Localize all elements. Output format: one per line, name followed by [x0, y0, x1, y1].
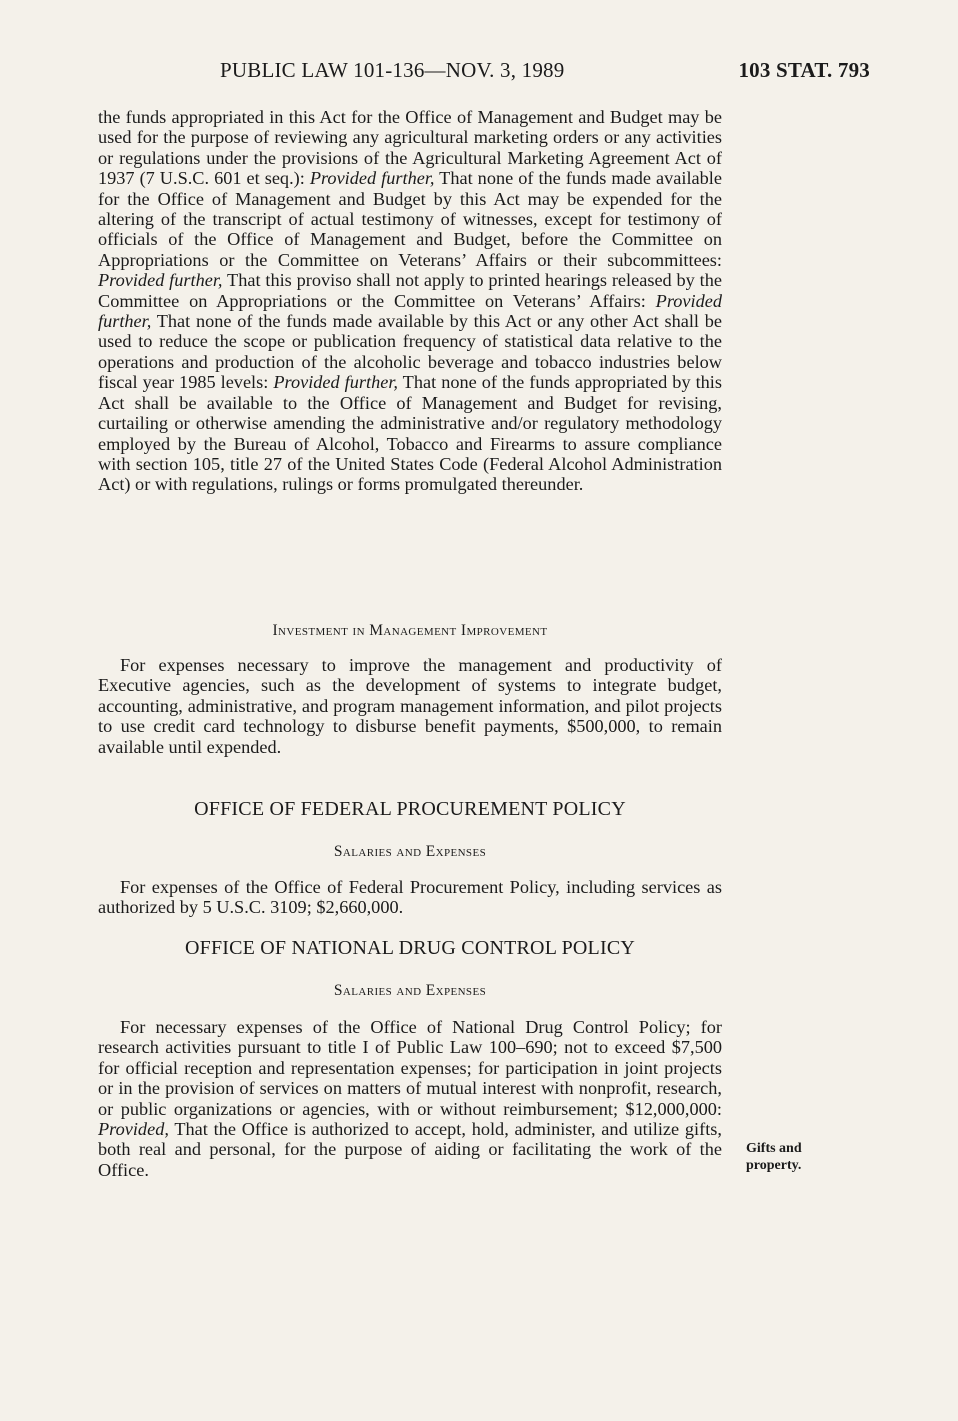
proviso-italic: Provided further,	[98, 270, 223, 291]
text-run: That the Office is authorized to accept, hold, administer, and utilize gifts, both real and personal, for the purpose of aiding or facilitating the work of the Office.	[98, 1119, 722, 1180]
investment-block	[98, 655, 722, 757]
investment-heading: Investment in Management Improvement	[272, 622, 548, 639]
text-run: the funds appropriated in this Act for the Office of Management and Budget may be used for the purpose of reviewing any agricultural marketing orders or any activities or regulations under the provisions of the Agricultural Marketing Agreement Act of 1937 (7 U.S.C. 601 et seq.):	[98, 107, 722, 189]
ofpp-subheading: Salaries and Expenses	[333, 843, 487, 860]
ondcp-block	[98, 1017, 722, 1180]
ofpp-block	[98, 877, 722, 918]
opening-paragraph	[98, 107, 722, 495]
ondcp-paragraph	[98, 1017, 722, 1180]
ofpp-heading: OFFICE OF FEDERAL PROCUREMENT POLICY	[194, 798, 626, 820]
proviso-italic: Provided further,	[98, 290, 722, 332]
proviso-italic: Provided,	[98, 1119, 169, 1140]
text-run: That none of the funds appropriated by this Act shall be available to the Office of Management and Budget for revising, curtailing or otherwise amending the administrative and/or regulatory methodology employed by the Bureau of Alcohol, Tobacco and Firearms to assure compliance with section 105, title 27 of the United States Code (Federal Alcohol Administration Act) or with regulations, rulings or forms promulgated thereunder.	[98, 372, 722, 495]
text-run: That none of the funds made available by this Act or any other Act shall be used to reduce the scope or publication frequency of statistical data relative to the operations and production of the alcoholic beverage and tobacco industries below fiscal year 1985 levels:	[98, 311, 722, 393]
proviso-italic: Provided further,	[309, 168, 435, 189]
proviso-italic: Provided further,	[273, 372, 399, 393]
ondcp-heading: OFFICE OF NATIONAL DRUG CONTROL POLICY	[184, 937, 636, 959]
opening-paragraph-block	[98, 107, 722, 495]
text-run: That none of the funds made available for the Office of Management and Budget by this Act may be expended for the altering of the transcript of actual testimony of witnesses, except for testimony of officials of the Office of Management and Budget, before the Committee on Appropriations or the Committee on Veterans’ Affairs or their subcommittees:	[98, 168, 722, 270]
text-run: That this proviso shall not apply to printed hearings released by the Committee on Appropriations or the Committee on Veterans’ Affairs:	[98, 270, 723, 311]
investment-paragraph: For expenses necessary to improve the management and productivity of Executive agencies, such as the development of systems to integrate budget, accounting, administrative, and program management information, and pilot projects to use credit card technology to disburse benefit payments, $500,000, to remain available until expended.	[98, 655, 722, 757]
margin-note-gifts: Gifts and property.	[746, 1141, 802, 1173]
text-run: For necessary expenses of the Office of National Drug Control Policy; for research activities pursuant to title I of Public Law 100–690; not to exceed $7,500 for official reception and representation expenses; for participation in joint projects or in the provision of services on matters of mutual interest with nonprofit, research, or public organizations or agencies, with or without reimbursement; $12,000,000:	[98, 1017, 722, 1119]
ofpp-paragraph: For expenses of the Office of Federal Procurement Policy, including services as authorized by 5 U.S.C. 3109; $2,660,000.	[98, 877, 722, 918]
stat-page-number: 103 STAT. 793	[738, 58, 870, 82]
law-citation: PUBLIC LAW 101-136—NOV. 3, 1989	[220, 58, 565, 82]
ondcp-subheading: Salaries and Expenses	[333, 982, 487, 999]
